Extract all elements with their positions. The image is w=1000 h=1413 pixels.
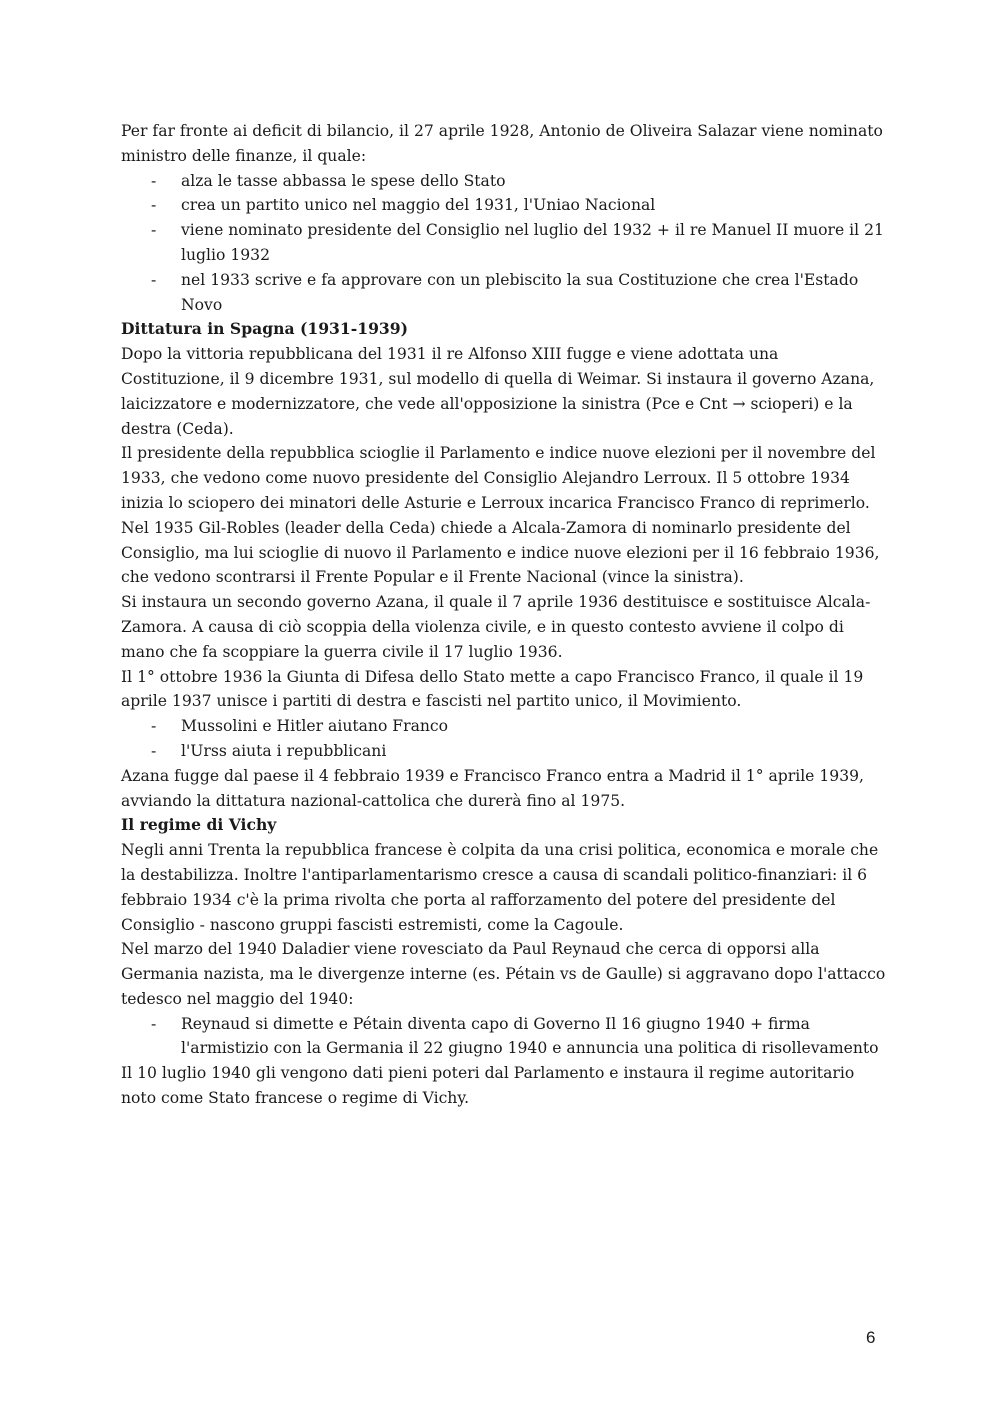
bullet-dash: - <box>151 741 157 760</box>
list-item: - crea un partito unico nel maggio del 1931, l'Uniao Nacional <box>121 193 886 218</box>
page-number: 6 <box>866 1328 876 1347</box>
bullet-dash: - <box>151 221 157 240</box>
spain-bullet-list <box>121 714 886 764</box>
bullet-dash: - <box>151 196 157 215</box>
list-item: - Reynaud si dimette e Pétain diventa capo di Governo Il 16 giugno 1940 + firma l'armistizio con la Germania il 22 giugno 1940 e annuncia una politica di risollevamento <box>121 1012 886 1062</box>
vichy-paragraph-2: Nel marzo del 1940 Daladier viene rovesciato da Paul Reynaud che cerca di opporsi alla Germania nazista, ma le divergenze interne (es. Pétain vs de Gaulle) si aggravano dopo l'attacco tedesco nel maggio del 1940: <box>121 940 886 1008</box>
vichy-paragraph-3: Il 10 luglio 1940 gli vengono dati pieni poteri dal Parlamento e instaura il regime autoritario noto come Stato francese o regime di Vichy. <box>121 1064 855 1108</box>
spain-heading: Dittatura in Spagna (1931-1939) <box>121 319 409 339</box>
list-item: - nel 1933 scrive e fa approvare con un plebiscito la sua Costituzione che crea l'Estado Novo <box>121 268 886 318</box>
spain-paragraph-6: Azana fugge dal paese il 4 febbraio 1939 e Francisco Franco entra a Madrid il 1° aprile 1939, avviando la dittatura nazional-cattolica che durerà fino al 1975. <box>121 766 865 810</box>
list-item: - l'Urss aiuta i repubblicani <box>121 739 886 764</box>
spain-paragraph-1: Dopo la vittoria repubblicana del 1931 il re Alfonso XIII fugge e viene adottata una Costituzione, il 9 dicembre 1931, sul modello di quella di Weimar. Si instaura il governo Azana, laicizzatore e modernizzatore, che vede all'opposizione la sinistra (Pce e Cnt → scioperi) e la destra (Ceda). <box>121 345 875 438</box>
portugal-intro: Per far fronte ai deficit di bilancio, il 27 aprile 1928, Antonio de Oliveira Salazar viene nominato ministro delle finanze, il quale: <box>121 122 883 165</box>
spain-paragraph-2: Il presidente della repubblica scioglie il Parlamento e indice nuove elezioni per il novembre del 1933, che vedono come nuovo presidente del Consiglio Alejandro Lerroux. Il 5 ottobre 1934 inizia lo sciopero dei minatori delle Asturie e Lerroux incarica Francisco Franco di reprimerlo. <box>121 444 876 512</box>
vichy-heading: Il regime di Vichy <box>121 815 277 835</box>
vichy-paragraph-1: Negli anni Trenta la repubblica francese è colpita da una crisi politica, economica e morale che la destabilizza. Inoltre l'antiparlamentarismo cresce a causa di scandali politico-finanziari: il 6 febbraio 1934 c'è la prima rivolta che porta al rafforzamento del potere del presidente del Consiglio - nascono gruppi fascisti estremisti, come la Cagoule. <box>121 841 879 934</box>
document-page <box>121 119 886 1111</box>
list-item: - viene nominato presidente del Consiglio nel luglio del 1932 + il re Manuel II muore il 21 luglio 1932 <box>121 218 886 268</box>
bullet-dash: - <box>151 270 157 289</box>
bullet-dash: - <box>151 1014 157 1033</box>
list-item: - Mussolini e Hitler aiutano Franco <box>121 714 886 739</box>
spain-paragraph-5: Il 1° ottobre 1936 la Giunta di Difesa dello Stato mette a capo Francisco Franco, il quale il 19 aprile 1937 unisce i partiti di destra e fascisti nel partito unico, il Movimiento. <box>121 667 864 711</box>
list-item: - alza le tasse abbassa le spese dello Stato <box>121 169 886 194</box>
spain-paragraph-3: Nel 1935 Gil-Robles (leader della Ceda) chiede a Alcala-Zamora di nominarlo presidente del Consiglio, ma lui scioglie di nuovo il Parlamento e indice nuove elezioni per il 16 febbraio 1936, che vedono scontrarsi il Frente Popular e il Frente Nacional (vince la sinistra). <box>121 518 880 587</box>
vichy-bullet-list <box>121 1012 886 1062</box>
bullet-dash: - <box>151 717 157 736</box>
bullet-dash: - <box>151 171 157 190</box>
spain-paragraph-4: Si instaura un secondo governo Azana, il quale il 7 aprile 1936 destituisce e sostituisce Alcala-Zamora. A causa di ciò scoppia della violenza civile, e in questo contesto avviene il colpo di mano che fa scoppiare la guerra civile il 17 luglio 1936. <box>121 593 871 661</box>
portugal-bullet-list <box>121 169 886 318</box>
